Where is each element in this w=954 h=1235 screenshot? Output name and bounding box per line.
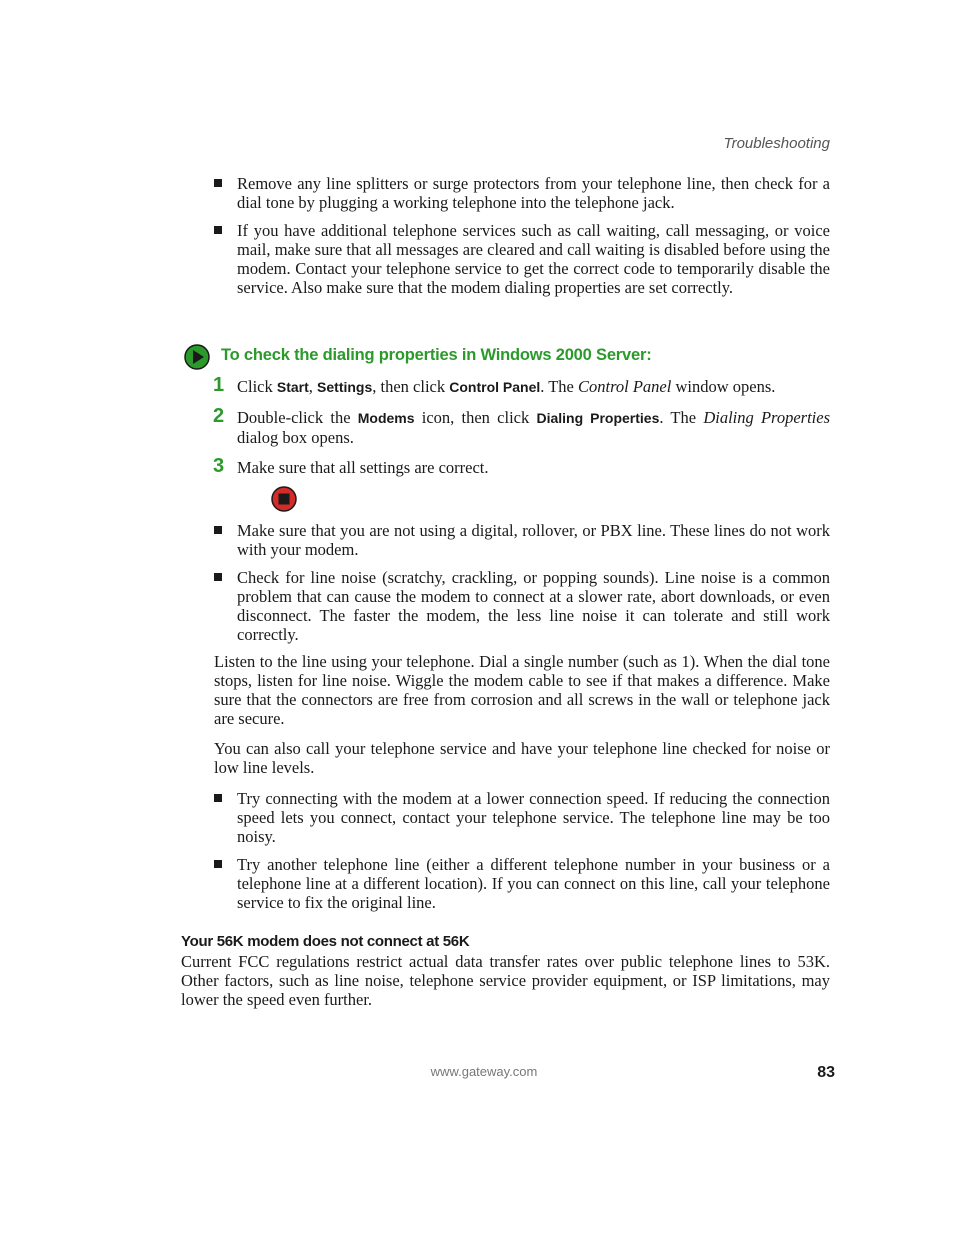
bullet-square-icon	[214, 179, 222, 187]
bullet-square-icon	[214, 573, 222, 581]
footer-url: www.gateway.com	[430, 1064, 538, 1079]
page-number: 83	[817, 1064, 835, 1081]
step-3: Make sure that all settings are correct.	[237, 458, 489, 477]
list-item: Try connecting with the modem at a lower connection speed. If reducing the connection speed lets you connect, contact your telephone service. The telephone line may be too noisy.	[214, 789, 830, 846]
window-name: Control Panel	[578, 377, 672, 396]
bullet-square-icon	[214, 226, 222, 234]
ui-label: Dialing Properties	[536, 410, 660, 426]
bullet-list-bottom	[214, 789, 830, 912]
play-arrow-icon	[184, 344, 210, 370]
section-heading: Your 56K modem does not connect at 56K	[181, 933, 470, 950]
bullet-square-icon	[214, 794, 222, 802]
section-paragraph: Current FCC regulations restrict actual data transfer rates over public telephone lines to 53K. Other factors, such as line noise, telephone service provider equipment, or ISP limitations, may lower the speed even further.	[181, 952, 830, 1009]
list-item: If you have additional telephone services such as call waiting, call messaging, or voice mail, make sure that all messages are cleared and call waiting is disabled before using the modem. Contact your telephone service to get the correct code to temporarily disable the service. Also make sure that the modem dialing properties are set correctly.	[214, 221, 830, 297]
procedure-heading: To check the dialing properties in Windows 2000 Server:	[221, 346, 652, 364]
list-item: Make sure that you are not using a digital, rollover, or PBX line. These lines do not work with your modem.	[214, 521, 830, 559]
list-item: Remove any line splitters or surge protectors from your telephone line, then check for a dial tone by plugging a working telephone into the telephone jack.	[214, 174, 830, 212]
step-number: 3	[213, 455, 225, 477]
bullet-square-icon	[214, 526, 222, 534]
running-header: Troubleshooting	[723, 135, 830, 152]
ui-label: Control Panel	[449, 379, 541, 395]
ui-label: Settings	[317, 379, 373, 395]
paragraph: Listen to the line using your telephone. Dial a single number (such as 1). When the dial tone stops, listen for line noise. Wiggle the modem cable to see if that makes a difference. Make sure that the connectors are free from corrosion and all screws in the wall or telephone jack are secure.	[214, 652, 830, 728]
ui-label: Modems	[357, 410, 415, 426]
bullet-list-middle	[214, 521, 830, 644]
ui-label: Start	[276, 379, 309, 395]
list-item: Try another telephone line (either a different telephone number in your business or a telephone line at a different location). If you can connect on this line, call your telephone service to fix the original line.	[214, 855, 830, 912]
bullet-square-icon	[214, 860, 222, 868]
bullet-list-top	[214, 174, 830, 297]
step-1: Click Start, Settings, then click Control Panel. The Control Panel window opens.	[237, 377, 776, 396]
paragraph: You can also call your telephone service and have your telephone line checked for noise or low line levels.	[214, 739, 830, 777]
dialog-name: Dialing Properties	[703, 408, 831, 427]
list-item: Check for line noise (scratchy, crackling, or popping sounds). Line noise is a common problem that can cause the modem to connect at a slower rate, abort downloads, or even disconnect. The faster the modem, the less line noise it can tolerate and still work correctly.	[214, 568, 830, 644]
step-number: 2	[213, 405, 225, 427]
stop-icon	[271, 486, 297, 512]
step-number: 1	[213, 374, 225, 396]
step-2: Double-click the Modems icon, then click Dialing Properties. The Dialing Properties dialog box opens.	[237, 408, 831, 447]
